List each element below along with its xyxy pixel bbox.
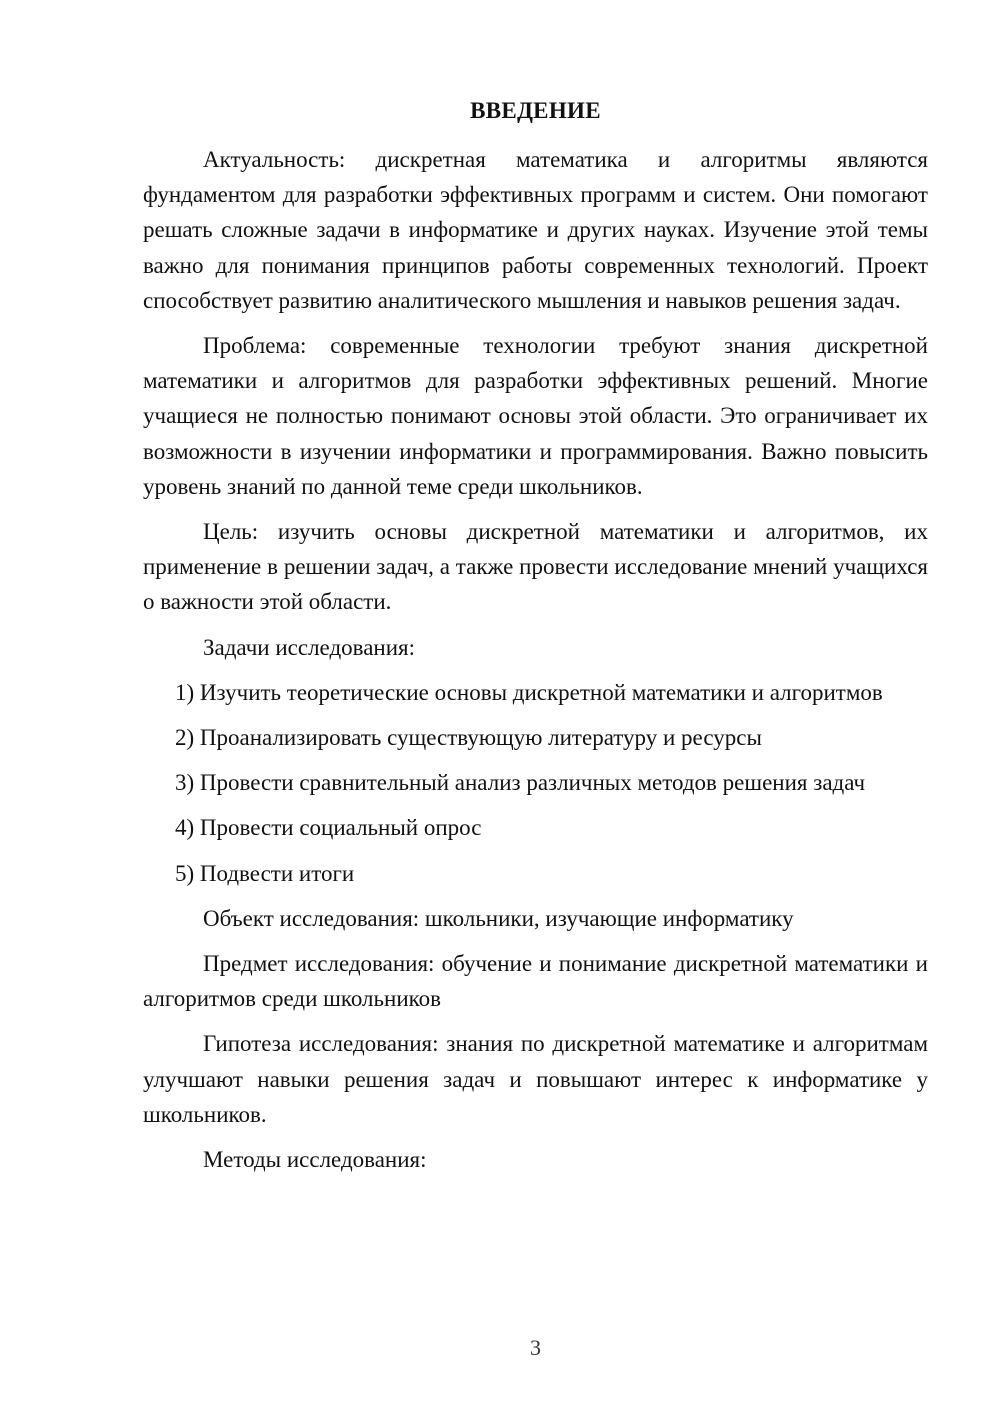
task-item-2: 2) Проанализировать существующую литературу и ресурсы [175, 725, 762, 751]
document-body [143, 142, 928, 1187]
section-title: ВВЕДЕНИЕ [470, 98, 601, 123]
task-item-3: 3) Провести сравнительный анализ различных методов решения задач [175, 770, 866, 796]
task-item-1: 1) Изучить теоретические основы дискретной математики и алгоритмов [175, 679, 883, 705]
tasks-heading: Задачи исследования: [203, 634, 416, 660]
problem-paragraph: Проблема: современные технологии требуют знания дискретной математики и алгоритмов для разработки эффективных решений. Многие учащиеся не полностью понимают основы этой области. Это ограничивает их возможности в изучении информатики и программирования. Важно повысить уровень знаний по данной теме среди школьников. [143, 333, 928, 499]
object-paragraph: Объект исследования: школьники, изучающие информатику [203, 905, 794, 931]
goal-paragraph: Цель: изучить основы дискретной математики и алгоритмов, их применение в решении задач, а также провести исследование мнений учащихся о важности этой области. [143, 519, 928, 615]
task-item-4: 4) Провести социальный опрос [175, 815, 482, 841]
task-item-5: 5) Подвести итоги [175, 860, 355, 886]
hypothesis-paragraph: Гипотеза исследования: знания по дискретной математике и алгоритмам улучшают навыки решения задач и повышают интерес к информатике у школьников. [143, 1031, 928, 1127]
methods-heading: Методы исследования: [203, 1147, 427, 1173]
relevance-paragraph: Актуальность: дискретная математика и алгоритмы являются фундаментом для разработки эффективных программ и систем. Они помогают решать сложные задачи в информатике и других науках. Изучение этой темы важно для понимания принципов работы современных технологий. Проект способствует развитию аналитического мышления и навыков решения задач. [143, 147, 928, 313]
page-number: 3 [530, 1335, 541, 1360]
document-page [143, 0, 928, 1414]
subject-paragraph: Предмет исследования: обучение и понимание дискретной математики и алгоритмов среди школьников [143, 951, 928, 1012]
